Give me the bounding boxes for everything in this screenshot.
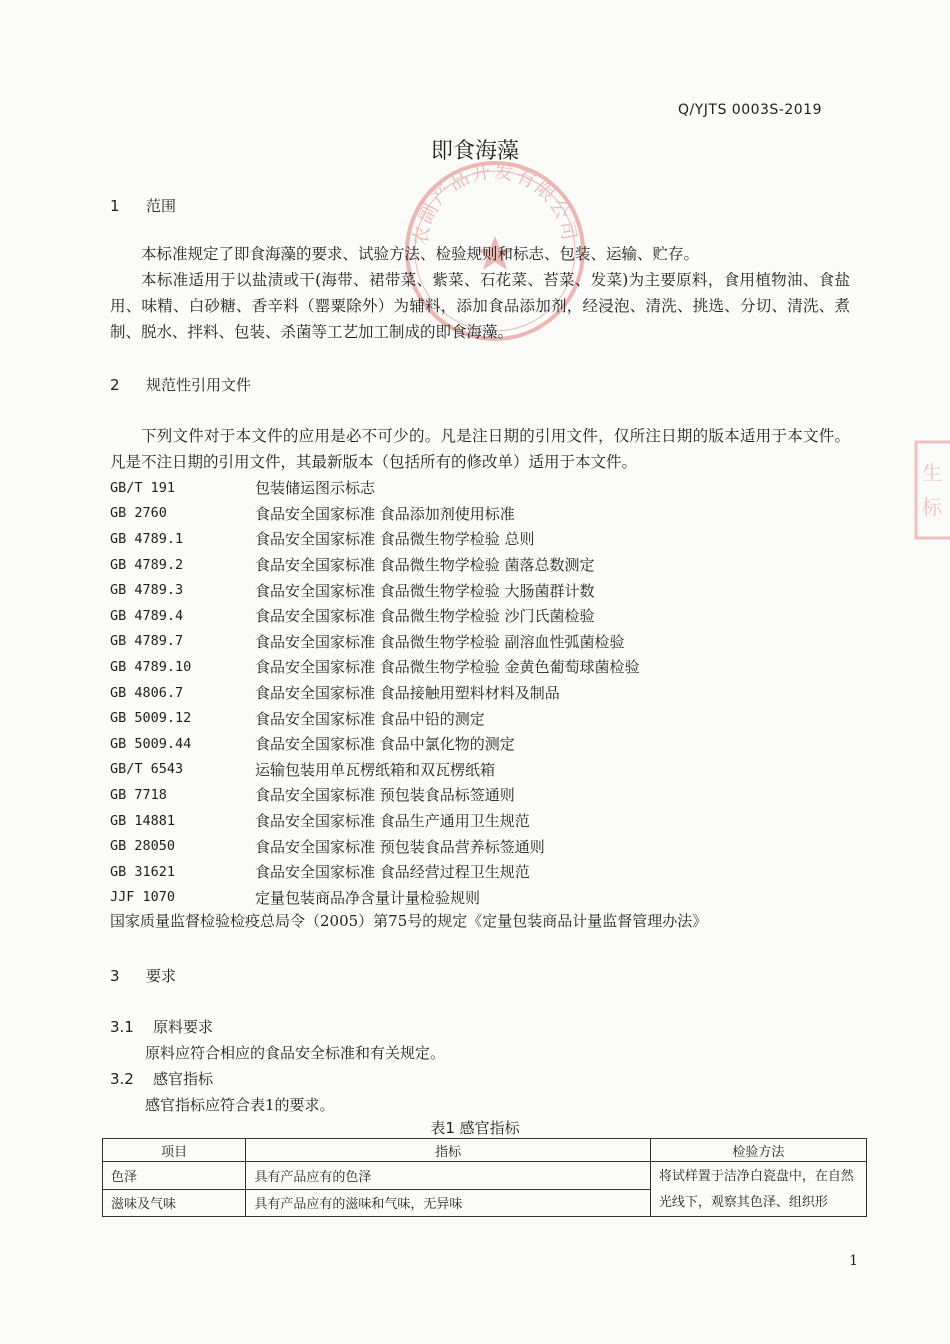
table-cell: 色泽 [103, 1162, 246, 1190]
edge-seal-fragment [912, 440, 950, 540]
table-caption: 表1 感官指标 [430, 1119, 520, 1137]
reference-item: GB 31621 食品安全国家标准 食品经营过程卫生规范 [110, 863, 530, 882]
scope-text [110, 241, 850, 345]
table-cell: 具有产品应有的色泽 [246, 1162, 650, 1190]
table-header-row [103, 1139, 867, 1162]
scope-paragraph-2: 本标准适用于以盐渍或干(海带、裙带菜、紫菜、石花菜、苔菜、发菜)为主要原料，食用植物油、食盐用、味精、白砂糖、香辛料（罂粟除外）为辅料，添加食品添加剂，经浸泡、清洗、挑选、分切、清洗、煮制、脱水、拌料、包装、杀菌等工艺加工制成的即食海藻。 [110, 271, 850, 341]
section-heading-references: 2 规范性引用文件 [110, 376, 252, 394]
reference-item: GB 14881 食品安全国家标准 食品生产通用卫生规范 [110, 812, 530, 831]
reference-item: GB 4789.2 食品安全国家标准 食品微生物学检验 菌落总数测定 [110, 556, 595, 575]
svg-text:标: 标 [922, 495, 942, 519]
page-number: 1 [849, 1253, 858, 1269]
reference-item: GB 4789.10 食品安全国家标准 食品微生物学检验 金黄色葡萄球菌检验 [110, 658, 640, 677]
references-intro: 下列文件对于本文件的应用是必不可少的。凡是注日期的引用文件，仅所注日期的版本适用于本文件。凡是不注日期的引用文件，其最新版本（包括所有的修改单）适用于本文件。 [110, 427, 850, 471]
subsection-heading-sensory: 3.2 感官指标 [110, 1070, 214, 1088]
page-title: 即食海藻 [430, 139, 519, 164]
reference-list [110, 475, 850, 910]
table-cell: 滋味及气味 [103, 1189, 246, 1217]
column-header: 项目 [103, 1139, 246, 1162]
regulation-reference: 国家质量监督检验检疫总局令（2005）第75号的规定《定量包装商品计量监督管理办法》 [110, 912, 708, 930]
reference-item: GB 4789.1 食品安全国家标准 食品微生物学检验 总则 [110, 530, 535, 549]
table-cell-method: 将试样置于洁净白瓷盘中，在自然光线下，观察其色泽、组织形 [650, 1162, 866, 1217]
reference-item: GB 4789.4 食品安全国家标准 食品微生物学检验 沙门氏菌检验 [110, 607, 595, 626]
standard-number: Q/YJTS 0003S-2019 [677, 102, 822, 118]
svg-text:生: 生 [922, 461, 942, 485]
reference-item: GB 4789.7 食品安全国家标准 食品微生物学检验 副溶血性弧菌检验 [110, 632, 625, 651]
reference-item: GB 4789.3 食品安全国家标准 食品微生物学检验 大肠菌群计数 [110, 581, 595, 600]
reference-item: GB 5009.44 食品安全国家标准 食品中氯化物的测定 [110, 735, 515, 754]
sensory-indicator-table [102, 1138, 867, 1217]
svg-text:农副产品开发有限公司: 农副产品开发有限公司 [409, 160, 581, 247]
reference-item: GB 28050 食品安全国家标准 预包装食品营养标签通则 [110, 837, 545, 856]
table-row [103, 1162, 867, 1190]
reference-item: GB 7718 食品安全国家标准 预包装食品标签通则 [110, 786, 515, 805]
reference-item: GB 4806.7 食品安全国家标准 食品接触用塑料材料及制品 [110, 684, 560, 703]
subsection-heading-raw-materials: 3.1 原料要求 [110, 1018, 214, 1036]
scope-paragraph-1: 本标准规定了即食海藻的要求、试验方法、检验规则和标志、包装、运输、贮存。 [141, 245, 700, 263]
column-header: 检验方法 [650, 1139, 866, 1162]
section-heading-scope: 1 范围 [110, 197, 177, 215]
reference-item: GB 5009.12 食品安全国家标准 食品中铅的测定 [110, 709, 485, 728]
sensory-text: 感官指标应符合表1的要求。 [145, 1096, 335, 1114]
reference-item: GB/T 191 包装储运图示标志 [110, 479, 376, 498]
reference-item: JJF 1070 定量包装商品净含量计量检验规则 [110, 888, 481, 907]
reference-item: GB 2760 食品安全国家标准 食品添加剂使用标准 [110, 504, 515, 523]
column-header: 指标 [246, 1139, 650, 1162]
reference-item: GB/T 6543 运输包装用单瓦楞纸箱和双瓦楞纸箱 [110, 760, 496, 779]
table-cell: 具有产品应有的滋味和气味，无异味 [246, 1189, 650, 1217]
section-heading-requirements: 3 要求 [110, 967, 177, 985]
raw-materials-text: 原料应符合相应的食品安全标准和有关规定。 [145, 1044, 446, 1062]
